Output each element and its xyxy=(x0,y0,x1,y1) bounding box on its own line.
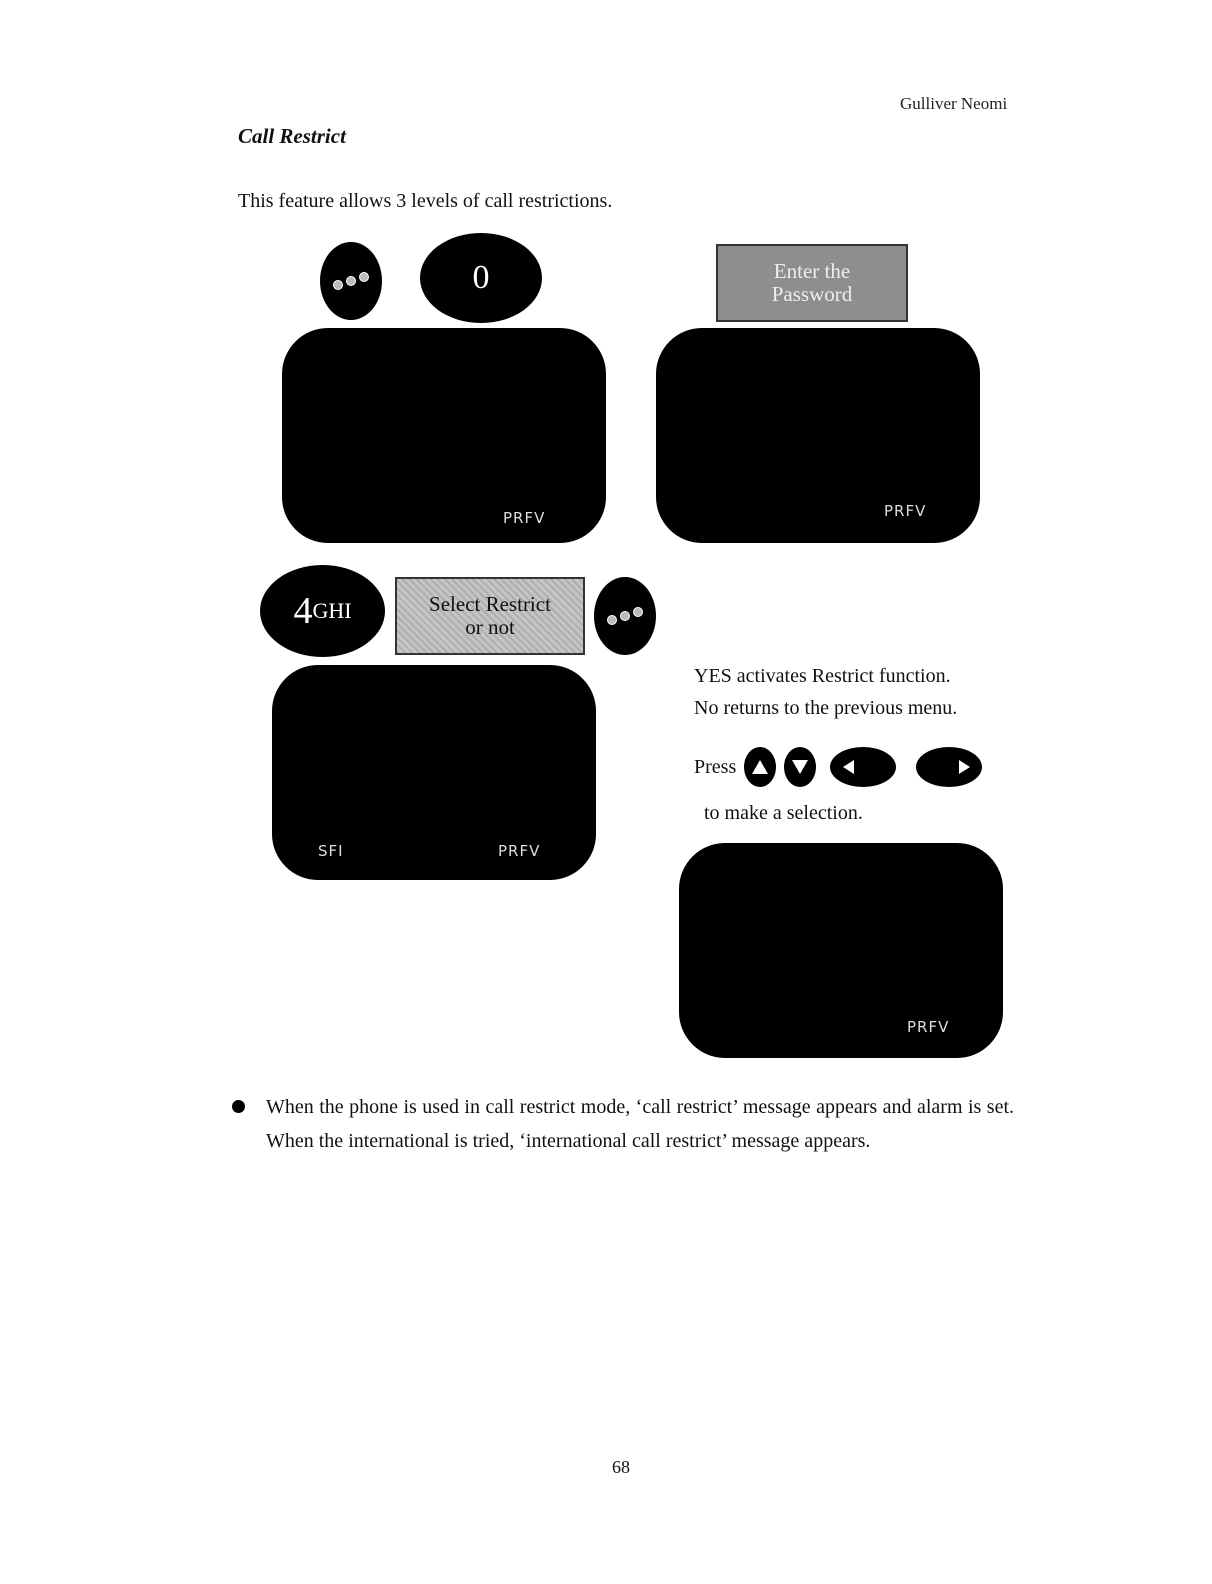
press-label: Press xyxy=(694,755,737,778)
softkey-right-label: PRFV xyxy=(498,842,541,860)
phone-screen-2 xyxy=(656,328,980,543)
four-key-digit: 4 xyxy=(293,590,313,632)
restrict-mode-note: When the phone is used in call restrict mode, ‘call restrict’ message appears and alarm is set. When the international is tried, ‘international call restrict’ message appears. xyxy=(266,1096,1014,1152)
phone-screen-4 xyxy=(679,843,1003,1058)
softkey-label: PRFV xyxy=(907,1018,950,1036)
password-note-line1: Enter the xyxy=(773,258,851,283)
select-restrict-line2: or not xyxy=(465,615,515,639)
intro-paragraph: This feature allows 3 levels of call restrictions. xyxy=(238,190,613,212)
down-arrow-key-icon xyxy=(784,747,816,787)
right-arrow-key-icon xyxy=(916,747,982,787)
softkey-label: PRFV xyxy=(503,509,546,527)
softkey-left-label: SFI xyxy=(318,842,344,860)
four-key-letters: GHI xyxy=(312,598,352,623)
select-restrict-line1: Select Restrict xyxy=(429,591,551,616)
up-arrow-key-icon xyxy=(744,747,776,787)
running-header: Gulliver Neomi xyxy=(900,94,1008,113)
menu-key-icon xyxy=(594,577,656,655)
menu-key-icon xyxy=(320,242,382,320)
press-instruction xyxy=(694,747,982,787)
password-note xyxy=(716,244,908,322)
bullet-icon xyxy=(232,1100,245,1113)
no-instruction: No returns to the previous menu. xyxy=(694,697,958,719)
left-arrow-key-icon xyxy=(830,747,896,787)
phone-screen-1 xyxy=(282,328,606,543)
zero-key-label: 0 xyxy=(472,259,490,296)
softkey-label: PRFV xyxy=(884,502,927,520)
password-note-line2: Password xyxy=(771,282,853,306)
zero-key xyxy=(420,233,542,323)
select-restrict-note xyxy=(395,577,585,655)
yes-instruction: YES activates Restrict function. xyxy=(694,665,951,687)
four-ghi-key xyxy=(260,565,385,657)
page-number: 68 xyxy=(612,1457,630,1477)
phone-screen-3 xyxy=(272,665,596,880)
section-title: Call Restrict xyxy=(238,124,346,148)
selection-instruction: to make a selection. xyxy=(704,802,863,824)
